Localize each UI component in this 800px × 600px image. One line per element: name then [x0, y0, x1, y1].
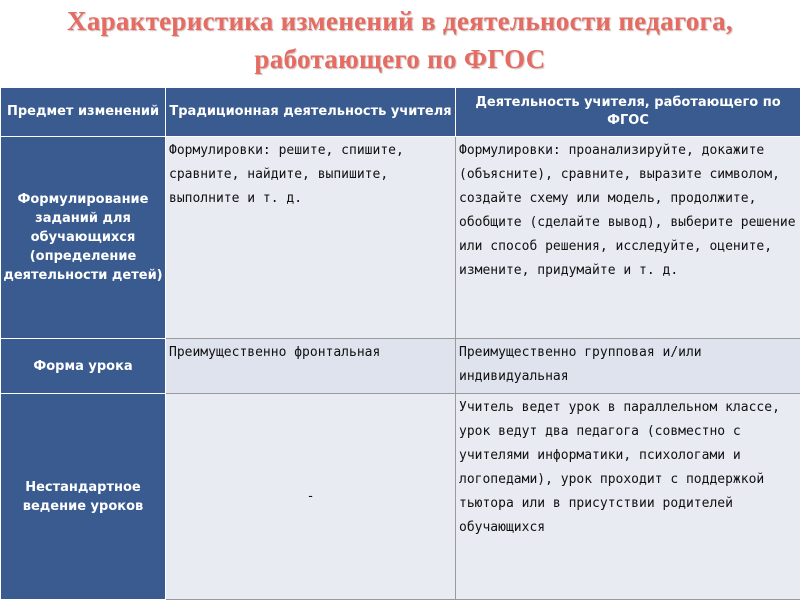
row-fgos-nonstandard: Учитель ведет урок в параллельном классе, урок ведут два педагога (совместно с учителями информатики, психологами и логопедами), урок проходит с поддержкой тьютора или в присутствии родителей обучающихся — [456, 394, 800, 600]
table-row — [1, 137, 800, 339]
row-fgos-tasks: Формулировки: проанализируйте, докажите (объясните), сравните, выразите символом, создайте схему или модель, продолжите, обобщите (сделайте вывод), выберите решение или способ решения, исследуйте, оцените, измените, придумайте и т. д. — [456, 137, 800, 339]
header-fgos: Деятельность учителя, работающего по ФГОС — [456, 88, 800, 137]
row-traditional-lesson-form: Преимущественно фронтальная — [166, 338, 456, 393]
row-subject-lesson-form: Форма урока — [1, 338, 166, 393]
row-subject-tasks: Формулирование заданий для обучающихся (определение деятельности детей) — [1, 137, 166, 339]
row-traditional-tasks: Формулировки: решите, спишите, сравните, найдите, выпишите, выполните и т. д. — [166, 137, 456, 339]
title-line-1: Характеристика изменений в деятельности педагога, — [67, 6, 733, 36]
table-row — [1, 394, 800, 600]
header-row — [1, 88, 800, 137]
row-subject-nonstandard: Нестандартное ведение уроков — [1, 394, 166, 600]
page-title — [0, 2, 800, 82]
comparison-table — [0, 87, 800, 600]
table-row — [1, 338, 800, 393]
row-fgos-lesson-form: Преимущественно групповая и/или индивидуальная — [456, 338, 800, 393]
row-traditional-nonstandard: - — [166, 394, 456, 600]
header-traditional: Традиционная деятельность учителя — [166, 88, 456, 137]
title-line-2: работающего по ФГОС — [254, 44, 546, 74]
header-subject: Предмет изменений — [1, 88, 166, 137]
